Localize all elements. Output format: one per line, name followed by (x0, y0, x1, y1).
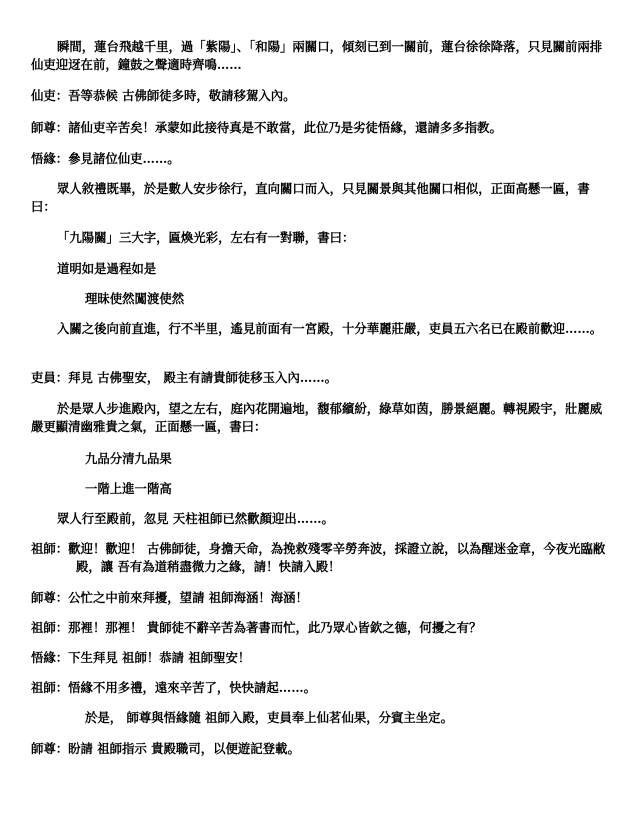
narration-paragraph: 於是眾人步進殿內，望之左右，庭內花開遍地，馥郁繽紛，綠草如茵，勝景絕麗。轉視殿宇，壯麗威嚴更顯清幽雅貴之氣，正面懸一匾，書曰： (31, 401, 603, 434)
narration-paragraph: 瞬間，蓮台飛越千里，過「紫陽」、「和陽」兩關口，傾刻已到一關前，蓮台徐徐降落，只見關前兩排仙吏迎迓在前，鐘鼓之聲適時齊鳴…… (31, 39, 603, 72)
dialogue-line: 師尊：盼請 祖師指示 貴殿職司，以便遊記登載。 (31, 741, 300, 756)
couplet-line: 道明如是過程如是 (57, 261, 157, 276)
dialogue-line: 吏員：拜見 古佛聖安， 殿主有請貴師徒移玉入內……。 (31, 370, 338, 385)
dialogue-line: 師尊：公忙之中前來拜擾，望請 祖師海涵！海涵！ (31, 590, 308, 605)
dialogue-line: 祖師：歡迎！歡迎！ 古佛師徒，身擔天命，為挽救殘零辛勞奔波，採證立說，以為醒迷金章，今夜光臨敝殿，讓 吾有為道稍盡微力之緣，請！快請入殿！ (31, 541, 606, 574)
dialogue-line: 仙吏：吾等恭候 古佛師徒多時，敬請移駕入內。 (31, 88, 296, 103)
dialogue-line: 祖師：悟緣不用多禮，遠來辛苦了，快快請起……。 (31, 680, 316, 695)
dialogue-line: 悟緣：下生拜見 祖師！恭請 祖師聖安！ (31, 650, 251, 665)
dialogue-line: 祖師：那裡！那裡！ 貴師徒不辭辛苦為著書而忙，此乃眾心皆欽之德，何擾之有？ (31, 620, 482, 635)
narration-paragraph: 眾人行至殿前，忽見 天柱祖師已然歡顏迎出……。 (57, 511, 334, 526)
couplet-line: 九品分清九品果 (85, 451, 172, 466)
narration-paragraph: 入關之後向前直進，行不半里，遙見前面有一宮殿，十分華麗莊嚴，吏員五六名已在殿前歡迎……。 (57, 321, 603, 336)
dialogue-line: 悟緣：參見諸位仙吏……。 (31, 151, 180, 166)
dialogue-line: 師尊：諸仙吏辛苦矣！承蒙如此接待真是不敢當，此位乃是劣徒悟緣，還請多多指教。 (31, 120, 502, 135)
couplet-line: 一階上進一階高 (85, 481, 172, 496)
narration-paragraph: 「九陽關」三大字，匾煥光彩，左右有一對聯，書曰： (57, 230, 355, 245)
couplet-line: 理昧使然闖渡使然 (85, 291, 185, 306)
narration-paragraph: 眾人敘禮既畢，於是數人安步徐行，直向關口而入，只見關景與其他關口相似，正面高懸一匾，書曰： (31, 181, 590, 214)
narration-paragraph: 於是， 師尊與悟緣隨 祖師入殿，吏員奉上仙茗仙果，分賓主坐定。 (85, 710, 453, 725)
